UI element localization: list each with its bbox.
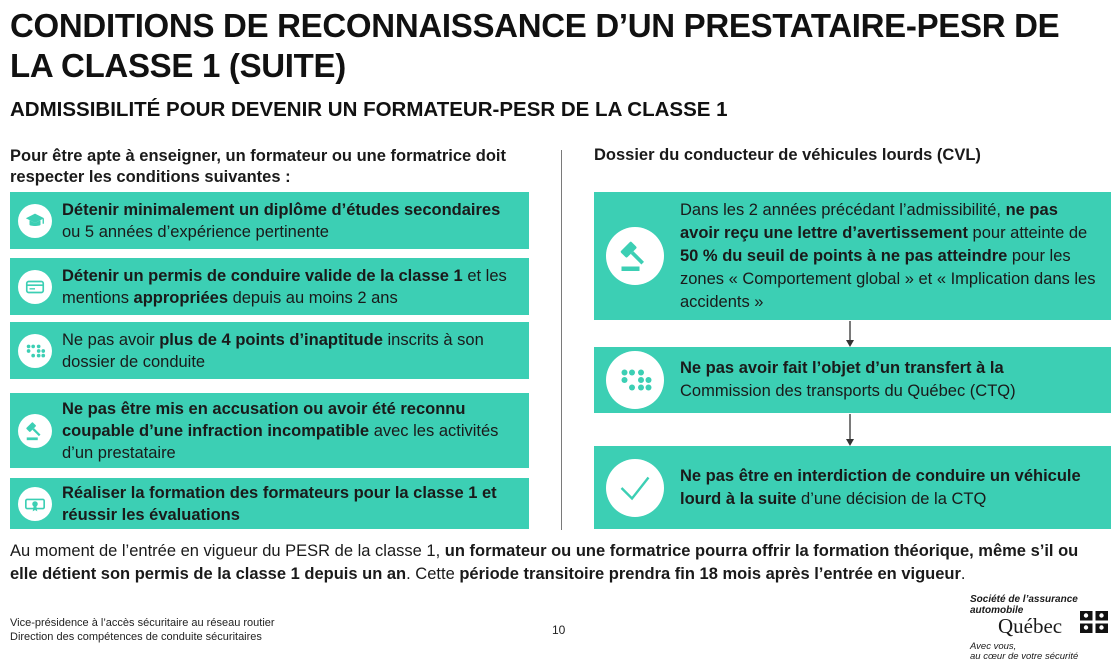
cvl-warning-letter [594, 192, 1111, 320]
page-number: 10 [552, 623, 566, 637]
cvl-ctq-transfer [594, 347, 1111, 413]
license-bold-2: appropriées [133, 288, 228, 307]
footer [10, 616, 275, 644]
transfer-text: Commission des transports du Québec (CTQ) [680, 382, 1016, 400]
note-bold-1: un formateur ou une formatrice pourra offrir la formation théorique, même s’il ou elle détient son permis de la classe 1 depuis un an [10, 542, 1079, 583]
note-text-0: Au moment de l’entrée en vigueur du PESR de la classe 1, [10, 542, 445, 560]
note-text-2: . [960, 565, 966, 583]
offence-text: avec les activités d’un prestataire [62, 421, 499, 462]
gavel-icon [18, 414, 52, 448]
warning-text-1: pour atteinte de [967, 223, 1088, 242]
right-heading: Dossier du conducteur de véhicules lourds (CVL) [594, 146, 981, 164]
transfer-bold: Ne pas avoir fait l’objet d’un transfert à la [680, 359, 1004, 377]
logo-quebec: Québec [998, 614, 1063, 638]
condition-diploma [10, 192, 529, 249]
license-card-icon [18, 270, 52, 304]
license-bold: Détenir un permis de conduire valide de la classe 1 [62, 266, 463, 285]
points-dots-icon [606, 351, 664, 409]
flow-arrow [845, 321, 855, 347]
condition-training [10, 478, 529, 529]
logo-tag-line-1: Avec vous, [970, 641, 1017, 652]
section-subtitle: ADMISSIBILITÉ POUR DEVENIR UN FORMATEUR-PESR DE LA CLASSE 1 [10, 98, 728, 121]
saaq-logo [968, 594, 1113, 664]
license-text-1: et les mentions [62, 266, 507, 307]
points-dots-icon [18, 334, 52, 368]
certificate-icon [18, 487, 52, 521]
graduation-cap-icon [18, 204, 52, 238]
warning-text-2: pour les zones « Comportement global » et « Implication dans les accidents » [680, 246, 1096, 311]
training-bold: Réaliser la formation des formateurs pour la classe 1 et réussir les évaluations [62, 483, 497, 524]
gavel-icon [606, 227, 664, 285]
offence-bold: Ne pas être mis en accusation ou avoir été reconnu coupable d’une infraction incompatible [62, 399, 466, 440]
flow-arrow [845, 414, 855, 446]
footer-line-1: Vice-présidence à l’accès sécuritaire au réseau routier [10, 617, 275, 629]
ban-bold: Ne pas être en interdiction de conduire un véhicule lourd à la suite [680, 466, 1081, 508]
logo-tag-line-2: au cœur de votre sécurité [970, 651, 1079, 662]
cvl-driving-ban [594, 446, 1111, 529]
points-text-0: Ne pas avoir [62, 330, 160, 349]
left-intro: Pour être apte à enseigner, un formateur ou une formatrice doit respecter les conditions suivantes : [10, 147, 507, 186]
note-bold-2: période transitoire prendra fin 18 mois après l’entrée en vigueur [459, 565, 961, 583]
diploma-text: ou 5 années d’expérience pertinente [62, 222, 329, 241]
note-text-1: . Cette [406, 565, 460, 583]
warning-bold-1: ne pas avoir reçu une lettre d’avertissement [680, 200, 1058, 242]
transition-note [10, 540, 1110, 586]
checkmark-icon [606, 459, 664, 517]
logo-org-name [970, 594, 1078, 616]
logo-org-line-2: automobile [970, 605, 1024, 616]
warning-text-0: Dans les 2 années précédant l’admissibilité, [680, 200, 1006, 219]
warning-bold-2: 50 % du seuil de points à ne pas atteindre [680, 246, 1008, 265]
condition-offence [10, 393, 529, 468]
points-text-1: inscrits à son dossier de conduite [62, 330, 484, 371]
logo-tagline [970, 642, 1078, 662]
footer-line-2: Direction des compétences de conduite sécuritaires [10, 631, 262, 643]
license-text-2: depuis au moins 2 ans [228, 288, 398, 307]
condition-points [10, 322, 529, 379]
column-divider [561, 150, 562, 530]
page-title: CONDITIONS DE RECONNAISSANCE D’UN PRESTATAIRE-PESR DE LA CLASSE 1 (SUITE) [10, 7, 1060, 84]
ban-text: d’une décision de la CTQ [796, 489, 987, 508]
logo-org-line-1: Société de l’assurance [970, 594, 1078, 605]
fleurdelise-flag-icon [1080, 611, 1108, 633]
diploma-bold: Détenir minimalement un diplôme d’études secondaires [62, 200, 501, 219]
points-bold: plus de 4 points d’inaptitude [159, 330, 383, 349]
condition-license [10, 258, 529, 315]
